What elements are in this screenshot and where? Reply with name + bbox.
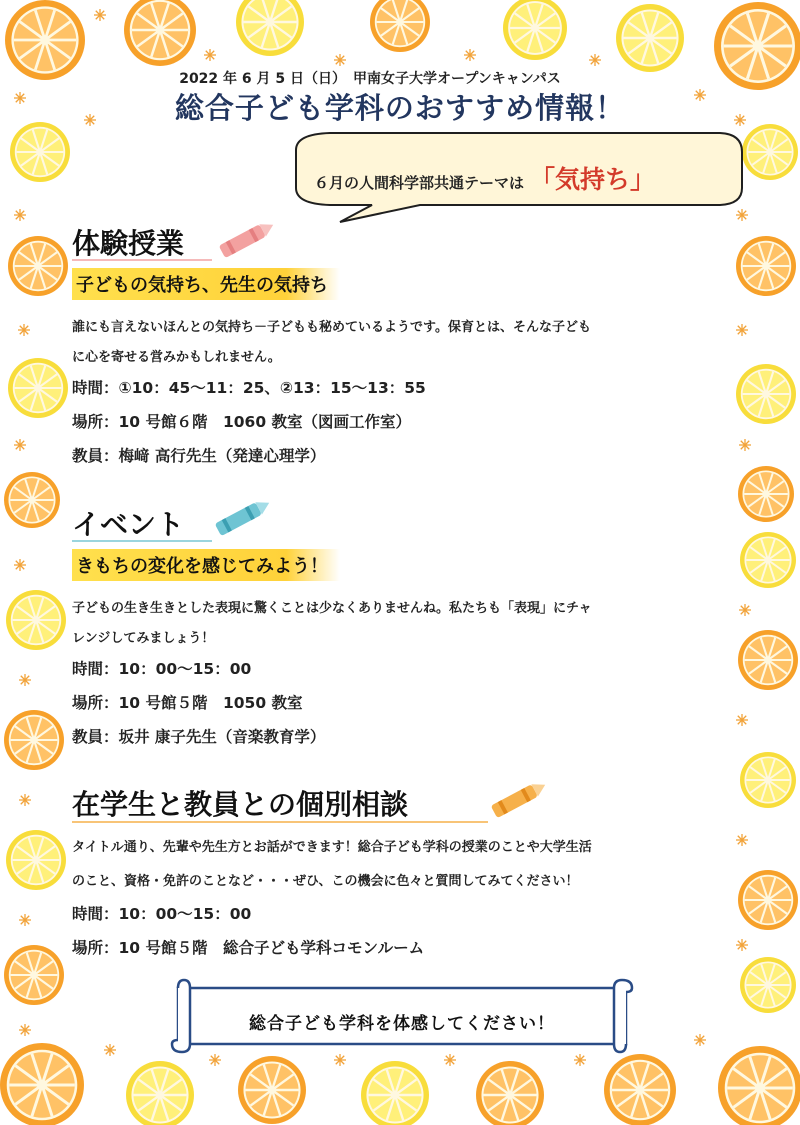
event-teacher: 教員：坂井 康子先生（音楽教育学）: [72, 728, 326, 746]
class-time: 時間：①10：45～11：25、②13：15～13：55: [72, 379, 426, 397]
class-description-2: に心を寄せる営みかもしれません。: [72, 350, 281, 365]
sparkle-icon: [736, 209, 748, 221]
sparkle-icon: [19, 674, 31, 686]
sparkle-icon: [736, 834, 748, 846]
orange-slice-icon: [8, 236, 68, 296]
lemon-slice-icon: [361, 1061, 429, 1125]
sparkle-icon: [14, 209, 26, 221]
class-place: 場所：10 号館６階 1060 教室（図画工作室）: [72, 413, 412, 431]
class-teacher: 教員：梅﨑 高行先生（発達心理学）: [72, 447, 326, 465]
consult-description-2: のこと、資格・免許のことなど・・・ぜひ、この機会に色々と質問してみてください！: [72, 874, 579, 889]
event-date-line: 2022 年 6 月 5 日（日） 甲南女子大学オープンキャンパス: [179, 71, 561, 87]
sparkle-icon: [736, 324, 748, 336]
sparkle-icon: [444, 1054, 456, 1066]
lemon-slice-icon: [736, 364, 796, 424]
class-section-subtitle: 子どもの気持ち、先生の気持ち: [72, 268, 340, 300]
consult-section-title: 在学生と教員との個別相談: [72, 788, 409, 821]
sparkle-icon: [14, 439, 26, 451]
blue-crayon-icon: [215, 497, 273, 537]
lemon-slice-icon: [740, 957, 796, 1013]
lemon-slice-icon: [742, 124, 798, 180]
sparkle-icon: [739, 439, 751, 451]
orange-slice-icon: [738, 870, 798, 930]
consult-place: 場所：10 号館５階 総合子ども学科コモンルーム: [72, 939, 425, 957]
orange-slice-icon: [238, 1056, 306, 1124]
lemon-slice-icon: [740, 752, 796, 808]
lemon-slice-icon: [10, 122, 70, 182]
class-description-1: 誰にも言えないほんとの気持ち－子どもも秘めているようです。保育とは、そんな子ども: [72, 320, 591, 335]
theme-bubble-text: [314, 160, 734, 196]
lemon-slice-icon: [616, 4, 684, 72]
page-title: 総合子ども学科のおすすめ情報！: [174, 91, 626, 125]
sparkle-icon: [334, 1054, 346, 1066]
orange-crayon-icon: [491, 779, 549, 819]
sparkle-icon: [464, 49, 476, 61]
lemon-slice-icon: [236, 0, 304, 56]
footer-message: 総合子ども学科を体感してください！: [249, 1014, 555, 1034]
event-description-2: レンジしてみましょう！: [72, 631, 215, 646]
orange-slice-icon: [4, 710, 64, 770]
sparkle-icon: [209, 1054, 221, 1066]
pink-crayon-icon: [219, 219, 277, 259]
class-section-title: 体験授業: [72, 227, 185, 260]
sparkle-icon: [19, 794, 31, 806]
orange-slice-icon: [736, 236, 796, 296]
event-place: 場所：10 号館５階 1050 教室: [72, 694, 303, 712]
lemon-slice-icon: [6, 590, 66, 650]
orange-slice-icon: [738, 630, 798, 690]
event-time: 時間：10：00～15：00: [72, 660, 252, 678]
lemon-slice-icon: [126, 1061, 194, 1125]
orange-slice-icon: [0, 1043, 84, 1125]
orange-slice-icon: [476, 1061, 544, 1125]
lemon-slice-icon: [503, 0, 567, 60]
sparkle-icon: [14, 559, 26, 571]
event-description-1: 子どもの生き生きとした表現に驚くことは少なくありませんね。私たちも「表現」にチャ: [72, 601, 592, 616]
orange-slice-icon: [4, 945, 64, 1005]
orange-slice-icon: [370, 0, 430, 52]
orange-slice-icon: [738, 466, 794, 522]
sparkle-icon: [19, 1024, 31, 1036]
sparkle-icon: [736, 714, 748, 726]
sparkle-icon: [19, 914, 31, 926]
sparkle-icon: [94, 9, 106, 21]
sparkle-icon: [739, 604, 751, 616]
lemon-slice-icon: [740, 532, 796, 588]
lemon-slice-icon: [6, 830, 66, 890]
theme-intro: ６月の人間科学部共通テーマは: [314, 174, 525, 192]
sparkle-icon: [736, 939, 748, 951]
orange-slice-icon: [4, 472, 60, 528]
consult-time: 時間：10：00～15：00: [72, 905, 252, 923]
sparkle-icon: [589, 54, 601, 66]
sparkle-icon: [334, 54, 346, 66]
consult-description-1: タイトル通り、先輩や先生方とお話ができます！総合子ども学科の授業のことや大学生活: [72, 840, 592, 855]
sparkle-icon: [104, 1044, 116, 1056]
orange-slice-icon: [604, 1054, 676, 1125]
sparkle-icon: [204, 49, 216, 61]
event-section-title: イベント: [72, 508, 185, 541]
sparkle-icon: [694, 1034, 706, 1046]
orange-slice-icon: [124, 0, 196, 66]
sparkle-icon: [18, 324, 30, 336]
event-section-subtitle: きもちの変化を感じてみよう！: [72, 549, 340, 581]
lemon-slice-icon: [8, 358, 68, 418]
theme-keyword: 「気持ち」: [530, 165, 656, 194]
orange-slice-icon: [718, 1046, 800, 1125]
sparkle-icon: [574, 1054, 586, 1066]
